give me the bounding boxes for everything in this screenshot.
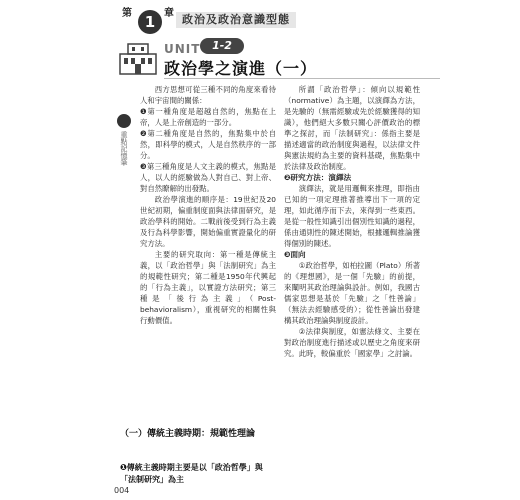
paragraph: ①政治哲學，如柏拉圖（Plato）所著的《理想國》，是一個「先驗」的前提，來闡明其政治理論與設計。例如，我國古儒家思想是基於「先驗」之「性善論」（無法去經驗感受的）；從性善論出發建構其政治理論與制度設計。	[284, 261, 420, 325]
chapter-number-badge: 1	[138, 10, 162, 34]
paragraph: ②法律與制度，如憲法條文、主要在對政治制度進行描述或以歷史之角度來研究。此時，較偏重於「國家學」之討論。	[284, 327, 420, 358]
unit-label: UNIT	[164, 42, 201, 56]
list-item: ❷第二種角度是自然的，焦點集中於自然，即科學的模式，人是自然秩序的一部分。	[140, 129, 276, 160]
page-number: 004	[114, 486, 130, 495]
paragraph: 政治學演進的順序是：19世紀及20世紀初期，偏重制度面與法律面研究，是政治學科的開始。二戰前後受到行為主義及行為科學影響，開始偏重實證量化的研究方法。	[140, 195, 276, 248]
subheading: ❷研究方法：演繹法	[284, 173, 352, 182]
paragraph: 主要的研究取向：第一種是傳統主義，以「政治哲學」與「法制研究」為主的規範性研究；第二種是1950年代興起的「行為主義」，以實證方法研究；第三種是「後行為主義」（Post-behavioralism），重視研究的相關性與行動價值。	[140, 250, 276, 325]
paragraph: 演繹法，就是用邏輯來推理，即指由已知的一項定理推著推導出下一項的定理，如此循序而下去，來得到一些東西。是從一般性知識引出個別性知識的過程，係由通則性的陳述開始，根據邏輯推論獲得個別的陳述。	[284, 184, 420, 248]
chapter-title: 政治及政治意識型態	[176, 12, 296, 28]
right-column	[284, 84, 420, 359]
paragraph: 所謂「政治哲學」：傾向以規範性（normative）為主題，以演繹為方法，是先驗的（無需經驗或先於經驗獲得的知識），他們絕大多數只關心評價政治的標準之探討，而「法制研究」：係指主要是描述適當的政治制度與過程，以法律文件與憲法規約為主要的資料基礎，焦點集中於法律及政治制度。	[284, 85, 420, 171]
pen-icon	[117, 114, 131, 128]
list-item: ❸第三種角度是人文主義的模式，焦點是人，以人的經驗做為人對自己、對上帝、對自然瞭解的出發點。	[140, 162, 276, 193]
chapter-prefix: 第	[122, 8, 132, 19]
title-divider	[164, 78, 440, 79]
building-icon	[118, 40, 158, 76]
paragraph: 西方思想可從三種不同的角度來看待人和宇宙間的關係：	[140, 85, 276, 105]
margin-note-text: 重點記憶筆	[120, 131, 128, 166]
list-item: ❶第一種角度是超越自然的，焦點在上帝，人是上帝創造的一部分。	[140, 107, 276, 127]
left-column	[140, 84, 276, 326]
section-heading: （一）傳統主義時期：規範性理論	[120, 429, 256, 439]
subheading: ❸面向	[284, 250, 306, 259]
sub-heading: ❶傳統主義時期主要是以「政治哲學」與「法制研究」為主	[120, 463, 263, 484]
chapter-suffix: 章	[164, 8, 174, 19]
unit-number: 1-2	[200, 38, 244, 54]
page-title: 政治學之演進（一）	[164, 59, 318, 78]
margin-note	[113, 114, 135, 166]
